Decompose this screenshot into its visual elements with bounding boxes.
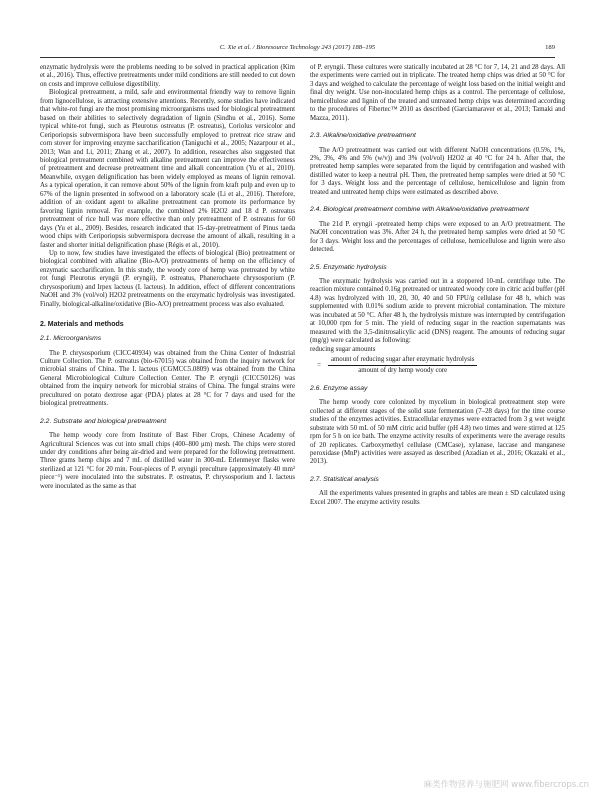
journal-citation: C. Xie et al. / Bioresource Technology 243 (2017) 188–195 (219, 44, 376, 51)
site-watermark: 麻类作物营养与施肥网 www.fibercrops.cn (423, 780, 589, 790)
right-column (310, 64, 565, 764)
subsection-heading: 2.4. Biological pretreatment combine with Alkaline/oxidative pretreatment (310, 206, 529, 214)
subsection-heading: 2.2. Substrate and biological pretreatment (40, 417, 167, 425)
paragraph: enzymatic hydrolysis were the problems needing to be solved in practical application (Kim et al., 2016). Thus, effective pretreatments under mild conditions are still needed to cut down on costs and improve cellulose digestibility. (40, 64, 295, 88)
paragraph: The 21d P. eryngii -pretreated hemp chips were exposed to an A/O pretreatment. The NaOH concentration was 3%. After 24 h, the pretreated hemp samples were dried at 50 °C for 3 days. Weight loss and the percentages of cellulose, hemicellulose and lignin were also detected. (310, 220, 565, 254)
paragraph: The enzymatic hydrolysis was carried out in a stoppered 10-mL centrifuge tube. The reaction mixture contained 0.16g pretreated or untreated woody core in citric acid buffer (pH 4.8) was hydrolyzed with 10, 20, 30, 40 and 50 FPU/g cellulase for 48 h, which was supplemented with 0.01% sodium azide to prevent microbial contamination. The mixture was incubated at 50 °C. After 48 h, the hydrolysis mixture was interrupted by centrifugation at 10,000 rpm for 5 min. The yield of reducing sugar in the reaction supernatants was measured with the 3,5-dinitrosalicylic acid (DNS) reagent. The amounts of reducing sugar (mg/g) were calculated as following: (310, 277, 565, 345)
header-rule (40, 57, 555, 58)
subsection-heading: 2.6. Enzyme assay (310, 384, 368, 392)
subsection-heading: 2.3. Alkaline/oxidative pretreatment (310, 132, 416, 140)
paragraph: The hemp woody core colonized by mycelium in biological pretreatment step were collected at different stages of the solid state fermentation (7–28 days) for the time course studies of the enzymes activities. Extracellular enzymes were extracted from 3 g wet weight substrate with 50 mL of 50 mM citric acid buffer (pH 4.8) two times and were stirred at 125 rpm for 5 h on ice bath. The enzyme activity results of experiments were the average results of 20 replicates. Carboxymethyl cellulase (CMCase), xylanase, laccase and manganese peroxidase (MnP) activities were assayed as described (Azadian et al., 2016; Okazaki et al., 2013). (310, 399, 565, 466)
subsection-heading: 2.5. Enzymatic hydrolysis (310, 263, 387, 271)
subsection-heading: 2.1. Microorganisms (40, 335, 102, 343)
section-heading: 2. Materials and methods (40, 321, 124, 329)
paragraph: Biological pretreatment, a mild, safe and environmental friendly way to remove lignin from lignocellulose, is attracting extensive attentions. Recently, some studies have indicated that white-rot fungi are the most promising microorganisms used for biological pretreatment based on their abilities to selectively degradation of lignin (Sindhu et al., 2016). Some typical white-rot fungi, such as Pleurotus ostreatus (P. ostreatus), Coriolus versicolor and Ceriporiopsis subvermispora have been successfully employed to pretreat rice straw and corn stover for improving enzyme saccharification (Taniguchi et al., 2005; Nazarpour et al., 2013; Wan and Li, 2011; Zhang et al., 2007). In addition, researches also suggested that biological pretreatment combined with alkaline pretreatment can improve the effectiveness of pretreatment and decrease pretreatment time and alkali concentration (Yu et al., 2010). Meanwhile, oxygen delignification has been widely employed as means of lignin removal. As a typical operation, it can remove about 50% of the lignin from kraft pulp and even up to 67% of the lignin presented in softwood on a laboratory scale (Li et al., 2016). Therefore, addition of an oxidant agent to alkaline pretreatment can promote its performance by favoring lignin removal. For example, the combined 2% H2O2 and 18 d P. ostreatus pretreatment of rice hull was more effective than only pretreatment of P. ostreatus for 60 days (Yu et al., 2009). Besides, research indicated that 15-day-pretreatment of Pinus taeda wood chips with Ceriporiopsis subvermispora decrease the amount of alkali, resulting in a faster and shorter initial delignification phase (Régis et al., 2010). (40, 89, 295, 249)
paragraph: All the experiments values presented in graphs and tables are mean ± SD calculated using Excel 2007. The enzyme activity results (310, 490, 565, 506)
reducing-sugar-equation (310, 356, 565, 376)
equation-equals: = (317, 361, 321, 369)
paragraph: Up to now, few studies have investigated the effects of biological (Bio) pretreatment or biological combined with alkaline (Bio-A/O) pretreatments of hemp on the efficiency of enzymatic saccharification. In this study, the woody core of hemp was pretreated by white rot fungi Pleurotus eryngii (P. eryngii), P. ostreatus, Phanerochaete chrysosporium (P. chrysosporium) and Irpex lacteus (I. lacteus). In addition, effect of different concentrations NaOH and 3% (vol/vol) H2O2 pretreatments on the enzymatic hydrolysis was investigated. Finally, biological-alkaline/oxidative (Bio-A/O) pretreatment process was also evaluated. (40, 249, 295, 308)
paragraph: of P. eryngii. These cultures were statically incubated at 28 °C for 7, 14, 21 and 28 days. All the experiments were carried out in triplicate. The treated hemp chips was dried at 50 °C for 3 days and weighed to calculate the percentage of weight loss based on the initial weight and final dry weight. Use non-inoculated hemp chips as a control. The percentage of cellulose, hemicellulose and lignin of the treated and untreated hemp chips was determined according to the procedures of Fibertec™ 2010 as described (Garciamaraver et al., 2013; Tamaki and Mazza, 2011). (310, 64, 565, 122)
page-number: 189 (545, 44, 555, 51)
paragraph: The hemp woody core from Institute of Bast Fiber Crops, Chinese Academy of Agricultural Sciences was cut into small chips (400–800 μm) mesh. The chips were stored under dry conditions after being air-dried and were prepared for the following pretreatment. Three grams hemp chips and 7 mL of distilled water in 300-mL Erlenmeyer flasks were sterilized at 121 °C for 20 min. Four-pieces of P. eryngii preculture (approximately 40 mm² piece⁻¹) were inoculated into the substrates. P. ostreatus, P. chrysosporium and I. lacteus were inoculated as the same as that (40, 432, 295, 490)
equation-denominator: amount of dry hemp woody core (358, 367, 448, 375)
equation-label: reducing sugar amounts (310, 345, 376, 353)
paragraph: The P. chrysosporium (CICC40934) was obtained from the China Center of Industrial Culture Collection. The P. ostreatus (bio-67015) was obtained from the inquiry network for microbial strains of China. The I. lacteus (CGMCC5.0809) was obtained from the China General Microbiological Culture Collection Center. The P. eryngii (CICC50126) was obtained from the inquiry network for microbial strains of China. The fungal strains were precultured on potato dextrose agar (PDA) plates at 28 °C for 7 days and used for the biological pretreatments. (40, 349, 295, 408)
left-column (40, 64, 295, 764)
paragraph: The A/O pretreatment was carried out with different NaOH concentrations (0.5%, 1%, 2%, 3%, 4% and 5% (w/v)) and 3% (vol/vol) H2O2 at 40 °C for 24 h. After that, the pretreated hemp samples were separated from the liquid by centrifugation and washed with distilled water to keep a neutral pH. Then, the pretreated hemp samples were dried at 50 °C for 3 days. Weight loss and the percentage of cellulose, hemicellulose and lignin from treated and untreated hemp chips were estimated as described above. (310, 146, 565, 196)
running-head (40, 44, 555, 56)
subsection-heading: 2.7. Statistical analysis (310, 475, 379, 483)
equation-fraction (328, 356, 477, 376)
equation-numerator: amount of reducing sugar after enzymatic hydrolysis (328, 356, 477, 366)
